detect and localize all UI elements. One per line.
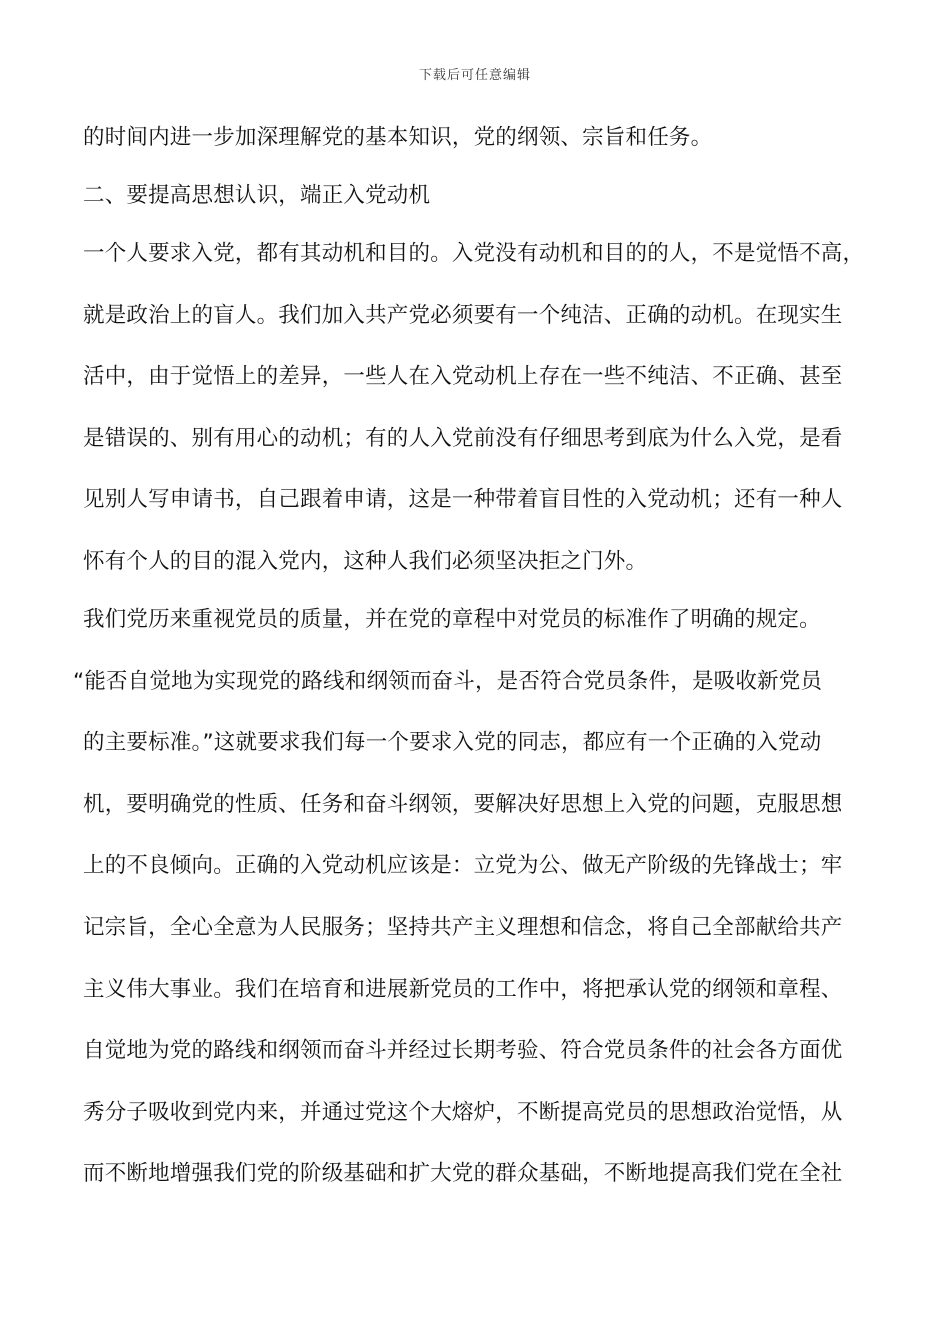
text-line: 活中，由于觉悟上的差异，一些人在入党动机上存在一些不纯洁、不正确、甚至 [83,364,843,390]
text-line: 秀分子吸收到党内来，并通过党这个大熔炉，不断提高党员的思想政治觉悟，从 [83,1099,843,1125]
text-line: 怀有个人的目的混入党内，这种人我们必须坚决拒之门外。 [83,548,648,574]
text-line: 主义伟大事业。我们在培育和进展新党员的工作中，将把承认党的纲领和章程、 [83,976,843,1002]
text-line: 我们党历来重视党员的质量，并在党的章程中对党员的标准作了明确的规定。 [83,606,821,632]
text-line: 上的不良倾向。正确的入党动机应该是：立党为公、做无产阶级的先锋战士；牢 [83,853,843,879]
text-line: 自觉地为党的路线和纲领而奋斗并经过长期考验、符合党员条件的社会各方面优 [83,1038,843,1064]
page-header: 下载后可任意编辑 [418,68,531,83]
text-line: 就是政治上的盲人。我们加入共产党必须要有一个纯洁、正确的动机。在现实生 [83,302,843,328]
section-heading: 二、要提高思想认识，端正入党动机 [83,183,431,208]
text-line: “能否自觉地为实现党的路线和纲领而奋斗，是否符合党员条件，是吸收新党员 [73,668,823,694]
text-line: 的时间内进一步加深理解党的基本知识，党的纲领、宗旨和任务。 [83,125,713,150]
text-line: 是错误的、别有用心的动机；有的人入党前没有仔细思考到底为什么入党，是看 [83,425,843,451]
text-line: 机，要明确党的性质、任务和奋斗纲领，要解决好思想上入党的问题，克服思想 [83,791,843,817]
text-line: 见别人写申请书，自己跟着申请，这是一种带着盲目性的入党动机；还有一种人 [83,487,843,513]
text-line: 而不断地增强我们党的阶级基础和扩大党的群众基础，不断地提高我们党在全社 [83,1161,843,1187]
document-body [73,118,873,1216]
text-line: 记宗旨，全心全意为人民服务；坚持共产主义理想和信念，将自己全部献给共产 [83,914,843,940]
text-line: 一个人要求入党，都有其动机和目的。入党没有动机和目的的人，不是觉悟不高， [83,241,865,266]
text-line: 的主要标准。”这就要求我们每一个要求入党的同志，都应有一个正确的入党动 [83,730,822,756]
